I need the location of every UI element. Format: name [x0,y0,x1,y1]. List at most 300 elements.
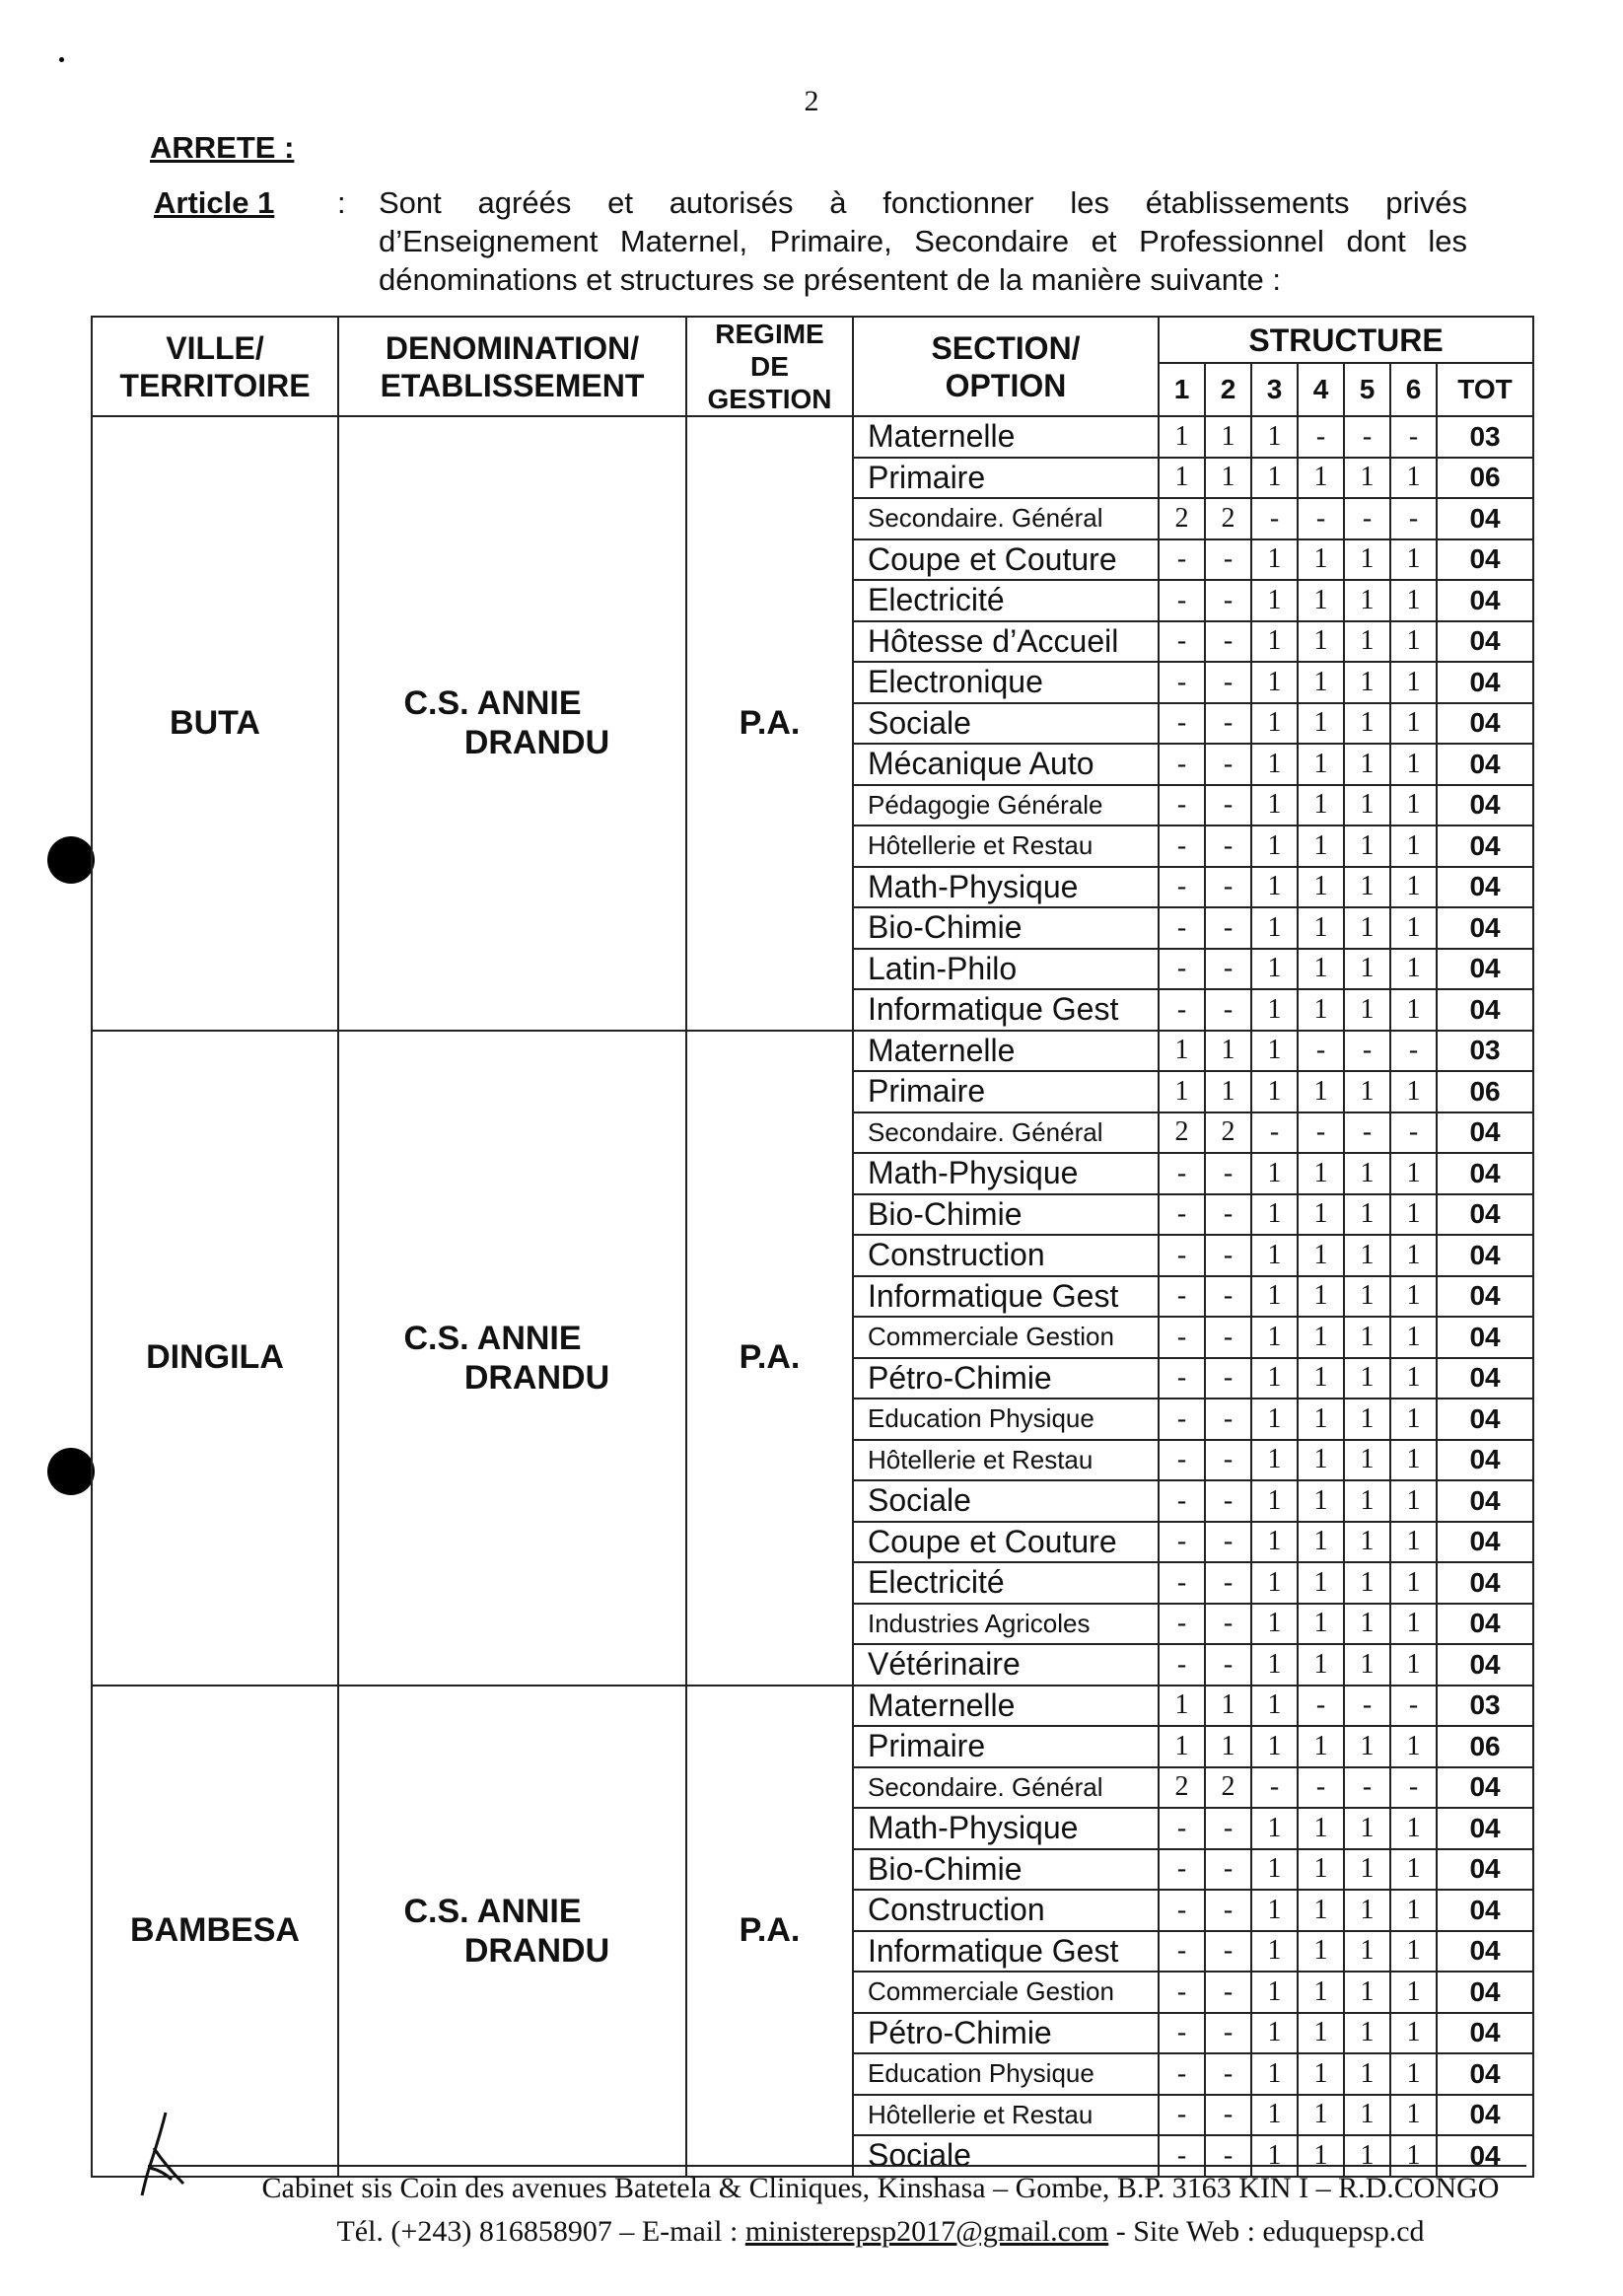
structure-cell: 1 [1390,1358,1437,1399]
structure-cell: - [1205,1604,1251,1645]
ville-cell: BAMBESA [92,1686,338,2177]
structure-cell: 1 [1298,458,1344,499]
structure-cell: - [1344,498,1390,539]
structure-table-body [92,416,1533,2177]
structure-cell: 1 [1298,580,1344,621]
structure-cell: - [1205,907,1251,949]
structure-cell: 1 [1298,621,1344,663]
structure-cell: 1 [1251,1726,1298,1767]
structure-cell: 1 [1390,1808,1437,1849]
total-cell: 04 [1437,1112,1533,1154]
etablissement-cell [338,1031,686,1686]
structure-cell: 1 [1390,1972,1437,2013]
option-cell: Hôtesse d’Accueil [853,621,1159,663]
structure-cell: 2 [1205,1112,1251,1154]
structure-cell: - [1205,1153,1251,1194]
structure-cell: 1 [1251,1686,1298,1727]
header-denomination: DENOMINATION/ ETABLISSEMENT [338,317,686,416]
structure-cell: - [1159,785,1205,826]
structure-cell: 1 [1251,907,1298,949]
total-cell: 04 [1437,1399,1533,1440]
option-cell: Pédagogie Générale [853,785,1159,826]
structure-cell: 1 [1390,1562,1437,1604]
total-cell: 04 [1437,703,1533,745]
structure-cell: 1 [1251,1399,1298,1440]
structure-cell: - [1159,1317,1205,1358]
article-label: Article 1 [154,185,275,220]
structure-cell: 1 [1251,1031,1298,1072]
structure-cell: 1 [1251,949,1298,990]
structure-cell: 1 [1298,1235,1344,1276]
structure-cell: 1 [1390,621,1437,663]
structure-cell: 1 [1390,1317,1437,1358]
structure-cell: 1 [1251,867,1298,908]
option-cell: Math-Physique [853,1808,1159,1849]
structure-cell: - [1159,703,1205,745]
structure-cell: 1 [1344,1726,1390,1767]
structure-cell: 1 [1390,1726,1437,1767]
option-cell: Pétro-Chimie [853,1358,1159,1399]
structure-cell: 1 [1344,867,1390,908]
regime-cell: P.A. [686,1686,853,2177]
table-row [92,1686,1533,1727]
structure-cell: 1 [1344,2053,1390,2095]
structure-cell: 1 [1298,1604,1344,1645]
option-cell: Primaire [853,1726,1159,1767]
structure-cell: 1 [1344,1071,1390,1112]
structure-cell: - [1159,2013,1205,2054]
structure-cell: 1 [1251,1235,1298,1276]
structure-cell: 1 [1344,1604,1390,1645]
article-text: Sont agréés et autorisés à fonctionner les établissements privés d’Enseignement Maternel, Primaire, Secondaire et Professionnel dont les dénominations et structures se présentent de la manière suivante : [379,185,1467,297]
structure-cell: - [1159,1890,1205,1931]
option-cell: Maternelle [853,416,1159,458]
structure-cell: 2 [1205,498,1251,539]
option-cell: Electronique [853,662,1159,703]
total-cell: 04 [1437,907,1533,949]
option-cell: Education Physique [853,1399,1159,1440]
etablissement-line: C.S. ANNIE [403,1319,582,1357]
header-col-5: 5 [1344,363,1390,416]
structure-table [91,316,1534,2178]
total-cell: 04 [1437,1317,1533,1358]
structure-cell: 1 [1344,1849,1390,1891]
structure-cell: 1 [1390,1522,1437,1563]
total-cell: 04 [1437,1235,1533,1276]
total-cell: 04 [1437,662,1533,703]
structure-cell: - [1159,2135,1205,2177]
structure-cell: 1 [1344,539,1390,581]
structure-cell: 1 [1298,1808,1344,1849]
total-cell: 04 [1437,1890,1533,1931]
total-cell: 04 [1437,867,1533,908]
structure-cell: 1 [1390,1153,1437,1194]
structure-cell: 1 [1390,1931,1437,1973]
structure-cell: 1 [1390,744,1437,785]
structure-cell: 1 [1344,1399,1390,1440]
structure-cell: - [1159,1399,1205,1440]
structure-cell: - [1159,989,1205,1031]
header-col-4: 4 [1298,363,1344,416]
structure-cell: 1 [1390,1194,1437,1236]
structure-cell: - [1205,1399,1251,1440]
structure-cell: 1 [1205,1686,1251,1727]
structure-cell: 1 [1344,907,1390,949]
structure-cell: 1 [1159,1071,1205,1112]
structure-cell: - [1159,1808,1205,1849]
structure-cell: - [1159,1972,1205,2013]
option-cell: Industries Agricoles [853,1604,1159,1645]
structure-cell: - [1344,1031,1390,1072]
structure-cell: - [1159,1440,1205,1481]
etablissement-line: DRANDU [463,1931,610,1970]
structure-cell: - [1159,825,1205,867]
hole-punch-top [47,836,95,884]
structure-cell: - [1205,2135,1251,2177]
structure-cell: 1 [1344,662,1390,703]
option-cell: Commerciale Gestion [853,1972,1159,2013]
structure-cell: 1 [1390,539,1437,581]
total-cell: 04 [1437,949,1533,990]
structure-cell: 1 [1390,1890,1437,1931]
structure-cell: - [1159,1235,1205,1276]
structure-cell: - [1205,1890,1251,1931]
structure-cell: - [1390,1686,1437,1727]
structure-cell: 1 [1298,1562,1344,1604]
total-cell: 04 [1437,1194,1533,1236]
structure-cell: 1 [1298,2013,1344,2054]
structure-cell: 1 [1251,1931,1298,1973]
structure-cell: - [1205,1644,1251,1686]
structure-cell: 1 [1159,416,1205,458]
structure-cell: 1 [1205,1726,1251,1767]
structure-cell: - [1159,1522,1205,1563]
arrete-heading: ARRETE : [150,130,295,165]
total-cell: 04 [1437,2013,1533,2054]
structure-cell: - [1205,1849,1251,1891]
structure-cell: - [1159,580,1205,621]
structure-cell: 1 [1390,1235,1437,1276]
structure-cell: 1 [1344,1522,1390,1563]
structure-cell: 1 [1159,1031,1205,1072]
structure-cell: 1 [1251,1153,1298,1194]
total-cell: 03 [1437,1031,1533,1072]
etablissement-cell [338,1686,686,2177]
structure-cell: - [1159,2095,1205,2136]
footer-website: - Site Web : eduquepsp.cd [1108,2215,1425,2248]
structure-cell: - [1251,1767,1298,1809]
total-cell: 03 [1437,1686,1533,1727]
total-cell: 04 [1437,580,1533,621]
structure-cell: 1 [1298,1849,1344,1891]
total-cell: 04 [1437,1562,1533,1604]
structure-cell: 1 [1205,1031,1251,1072]
option-cell: Informatique Gest [853,989,1159,1031]
structure-cell: 1 [1251,1562,1298,1604]
structure-cell: 1 [1344,1890,1390,1931]
total-cell: 04 [1437,1522,1533,1563]
structure-cell: 1 [1344,1644,1390,1686]
structure-cell: 1 [1298,1153,1344,1194]
structure-cell: - [1159,907,1205,949]
option-cell: Hôtellerie et Restau [853,1440,1159,1481]
option-cell: Vétérinaire [853,1644,1159,1686]
header-ville: VILLE/ TERRITOIRE [92,317,338,416]
total-cell: 04 [1437,1153,1533,1194]
total-cell: 04 [1437,1767,1533,1809]
structure-cell: 1 [1298,2053,1344,2095]
total-cell: 04 [1437,825,1533,867]
structure-cell: 1 [1251,785,1298,826]
option-cell: Construction [853,1890,1159,1931]
structure-cell: 1 [1344,1194,1390,1236]
structure-cell: 1 [1390,989,1437,1031]
structure-cell: 1 [1298,989,1344,1031]
option-cell: Informatique Gest [853,1276,1159,1318]
structure-cell: 1 [1344,1808,1390,1849]
structure-cell: - [1205,1358,1251,1399]
total-cell: 06 [1437,1726,1533,1767]
header-col-3: 3 [1251,363,1298,416]
structure-cell: 1 [1344,744,1390,785]
structure-cell: 1 [1390,1440,1437,1481]
total-cell: 04 [1437,1358,1533,1399]
total-cell: 04 [1437,1931,1533,1973]
structure-cell: 1 [1390,1604,1437,1645]
structure-cell: - [1205,2095,1251,2136]
structure-cell: 1 [1298,539,1344,581]
option-cell: Pétro-Chimie [853,2013,1159,2054]
structure-cell: - [1159,744,1205,785]
structure-cell: - [1205,1440,1251,1481]
etablissement-line: C.S. ANNIE [403,684,582,723]
total-cell: 04 [1437,1644,1533,1686]
structure-cell: - [1205,1972,1251,2013]
header-section: SECTION/ OPTION [853,317,1159,416]
structure-cell: - [1344,1112,1390,1154]
option-cell: Electricité [853,1562,1159,1604]
structure-cell: 1 [1251,416,1298,458]
structure-cell: 1 [1344,1972,1390,2013]
structure-cell: - [1159,1644,1205,1686]
structure-cell: - [1205,2013,1251,2054]
structure-cell: 1 [1251,744,1298,785]
structure-cell: 1 [1390,580,1437,621]
structure-cell: - [1205,621,1251,663]
option-cell: Hôtellerie et Restau [853,2095,1159,2136]
footer-email-link[interactable]: ministerepsp2017@gmail.com [744,2215,1109,2248]
structure-cell: 1 [1344,1235,1390,1276]
structure-cell: - [1159,1931,1205,1973]
structure-cell: - [1205,1480,1251,1522]
structure-cell: 1 [1390,1480,1437,1522]
structure-cell: 1 [1251,1522,1298,1563]
total-cell: 04 [1437,539,1533,581]
structure-cell: 1 [1251,1808,1298,1849]
header-structure: STRUCTURE [1159,317,1533,363]
table-row [92,1031,1533,1072]
structure-cell: - [1159,1562,1205,1604]
etablissement-cell [338,416,686,1031]
option-cell: Hôtellerie et Restau [853,825,1159,867]
structure-cell: 1 [1344,1562,1390,1604]
structure-cell: 1 [1344,2135,1390,2177]
structure-cell: - [1298,1767,1344,1809]
structure-cell: 2 [1159,1767,1205,1809]
total-cell: 04 [1437,2135,1533,2177]
header-col-2: 2 [1205,363,1251,416]
structure-cell: 1 [1205,1071,1251,1112]
structure-cell: 1 [1298,867,1344,908]
option-cell: Coupe et Couture [853,539,1159,581]
structure-cell: 2 [1159,498,1205,539]
structure-cell: - [1344,1767,1390,1809]
structure-cell: - [1159,1480,1205,1522]
structure-cell: 1 [1298,1358,1344,1399]
structure-cell: - [1159,1849,1205,1891]
structure-cell: - [1205,949,1251,990]
structure-cell: 1 [1298,785,1344,826]
structure-cell: 1 [1251,458,1298,499]
structure-cell: 1 [1390,2053,1437,2095]
structure-cell: 1 [1298,949,1344,990]
structure-cell: 1 [1251,1849,1298,1891]
structure-cell: - [1159,1194,1205,1236]
option-cell: Maternelle [853,1686,1159,1727]
total-cell: 03 [1437,416,1533,458]
structure-cell: - [1344,416,1390,458]
structure-cell: 1 [1205,416,1251,458]
structure-cell: - [1205,1931,1251,1973]
option-cell: Math-Physique [853,1153,1159,1194]
total-cell: 04 [1437,2053,1533,2095]
structure-cell: 1 [1344,1931,1390,1973]
structure-cell: 1 [1344,1276,1390,1318]
structure-cell: 1 [1298,2095,1344,2136]
structure-cell: 1 [1344,1480,1390,1522]
structure-cell: - [1298,1686,1344,1727]
structure-cell: 1 [1298,907,1344,949]
structure-cell: 1 [1205,458,1251,499]
total-cell: 04 [1437,1849,1533,1891]
structure-cell: 1 [1298,1071,1344,1112]
option-cell: Sociale [853,2135,1159,2177]
structure-cell: 1 [1344,825,1390,867]
option-cell: Sociale [853,703,1159,745]
option-cell: Sociale [853,1480,1159,1522]
structure-cell: - [1205,703,1251,745]
structure-cell: - [1298,1112,1344,1154]
option-cell: Commerciale Gestion [853,1317,1159,1358]
structure-cell: 1 [1390,1399,1437,1440]
structure-cell: - [1251,1112,1298,1154]
footer-phone: Tél. (+243) 816858907 – E-mail : [336,2215,745,2248]
structure-cell: 1 [1344,1440,1390,1481]
structure-cell: 1 [1298,1399,1344,1440]
structure-cell: - [1205,989,1251,1031]
structure-cell: 1 [1344,1153,1390,1194]
structure-cell: 1 [1159,1726,1205,1767]
structure-cell: 1 [1344,580,1390,621]
structure-cell: - [1159,867,1205,908]
option-cell: Construction [853,1235,1159,1276]
footer-contact [69,2215,1623,2249]
structure-cell: 1 [1251,1644,1298,1686]
option-cell: Primaire [853,458,1159,499]
total-cell: 04 [1437,498,1533,539]
structure-cell: - [1205,825,1251,867]
header-col-1: 1 [1159,363,1205,416]
structure-cell: 1 [1390,825,1437,867]
total-cell: 04 [1437,1972,1533,2013]
structure-cell: 1 [1344,989,1390,1031]
article-colon: : [337,185,346,220]
header-regime: REGIME DE GESTION [686,317,853,416]
structure-cell: 1 [1251,662,1298,703]
structure-cell: 1 [1251,1890,1298,1931]
etablissement-line: C.S. ANNIE [403,1892,582,1930]
structure-cell: 1 [1390,2095,1437,2136]
option-cell: Education Physique [853,2053,1159,2095]
table-row [92,416,1533,458]
option-cell: Secondaire. Général [853,498,1159,539]
option-cell: Informatique Gest [853,1931,1159,1973]
ville-cell: BUTA [92,416,338,1031]
hole-punch-bottom [47,1448,95,1495]
structure-cell: 1 [1251,1194,1298,1236]
total-cell: 04 [1437,2095,1533,2136]
option-cell: Secondaire. Général [853,1767,1159,1809]
structure-cell: 1 [1390,785,1437,826]
structure-cell: - [1205,662,1251,703]
speck-mark [59,57,64,62]
structure-cell: - [1205,1562,1251,1604]
structure-cell: 1 [1251,1276,1298,1318]
structure-cell: 1 [1390,458,1437,499]
ville-cell: DINGILA [92,1031,338,1686]
structure-cell: - [1298,498,1344,539]
structure-cell: - [1205,1235,1251,1276]
structure-cell: 1 [1390,1071,1437,1112]
structure-cell: - [1205,580,1251,621]
structure-cell: 1 [1344,2095,1390,2136]
total-cell: 04 [1437,1808,1533,1849]
structure-cell: - [1344,1686,1390,1727]
structure-cell: - [1205,539,1251,581]
structure-cell: 1 [1251,1604,1298,1645]
structure-cell: - [1390,1112,1437,1154]
structure-cell: - [1298,1031,1344,1072]
structure-cell: 1 [1298,1890,1344,1931]
total-cell: 04 [1437,744,1533,785]
total-cell: 04 [1437,1276,1533,1318]
structure-cell: - [1205,2053,1251,2095]
regime-cell: P.A. [686,1031,853,1686]
structure-cell: - [1159,2053,1205,2095]
structure-cell: 1 [1390,2013,1437,2054]
structure-cell: - [1205,1276,1251,1318]
structure-cell: 1 [1298,1972,1344,2013]
structure-cell: - [1159,621,1205,663]
page-number: 2 [804,85,819,117]
structure-cell: 1 [1390,867,1437,908]
structure-cell: 2 [1159,1112,1205,1154]
footer-address: Cabinet sis Coin des avenues Batetela & Cliniques, Kinshasa – Gombe, B.P. 3163 KIN I – R.D.CONGO [261,2172,1500,2204]
structure-cell: - [1205,744,1251,785]
total-cell: 04 [1437,1604,1533,1645]
structure-cell: 1 [1298,1317,1344,1358]
total-cell: 04 [1437,989,1533,1031]
